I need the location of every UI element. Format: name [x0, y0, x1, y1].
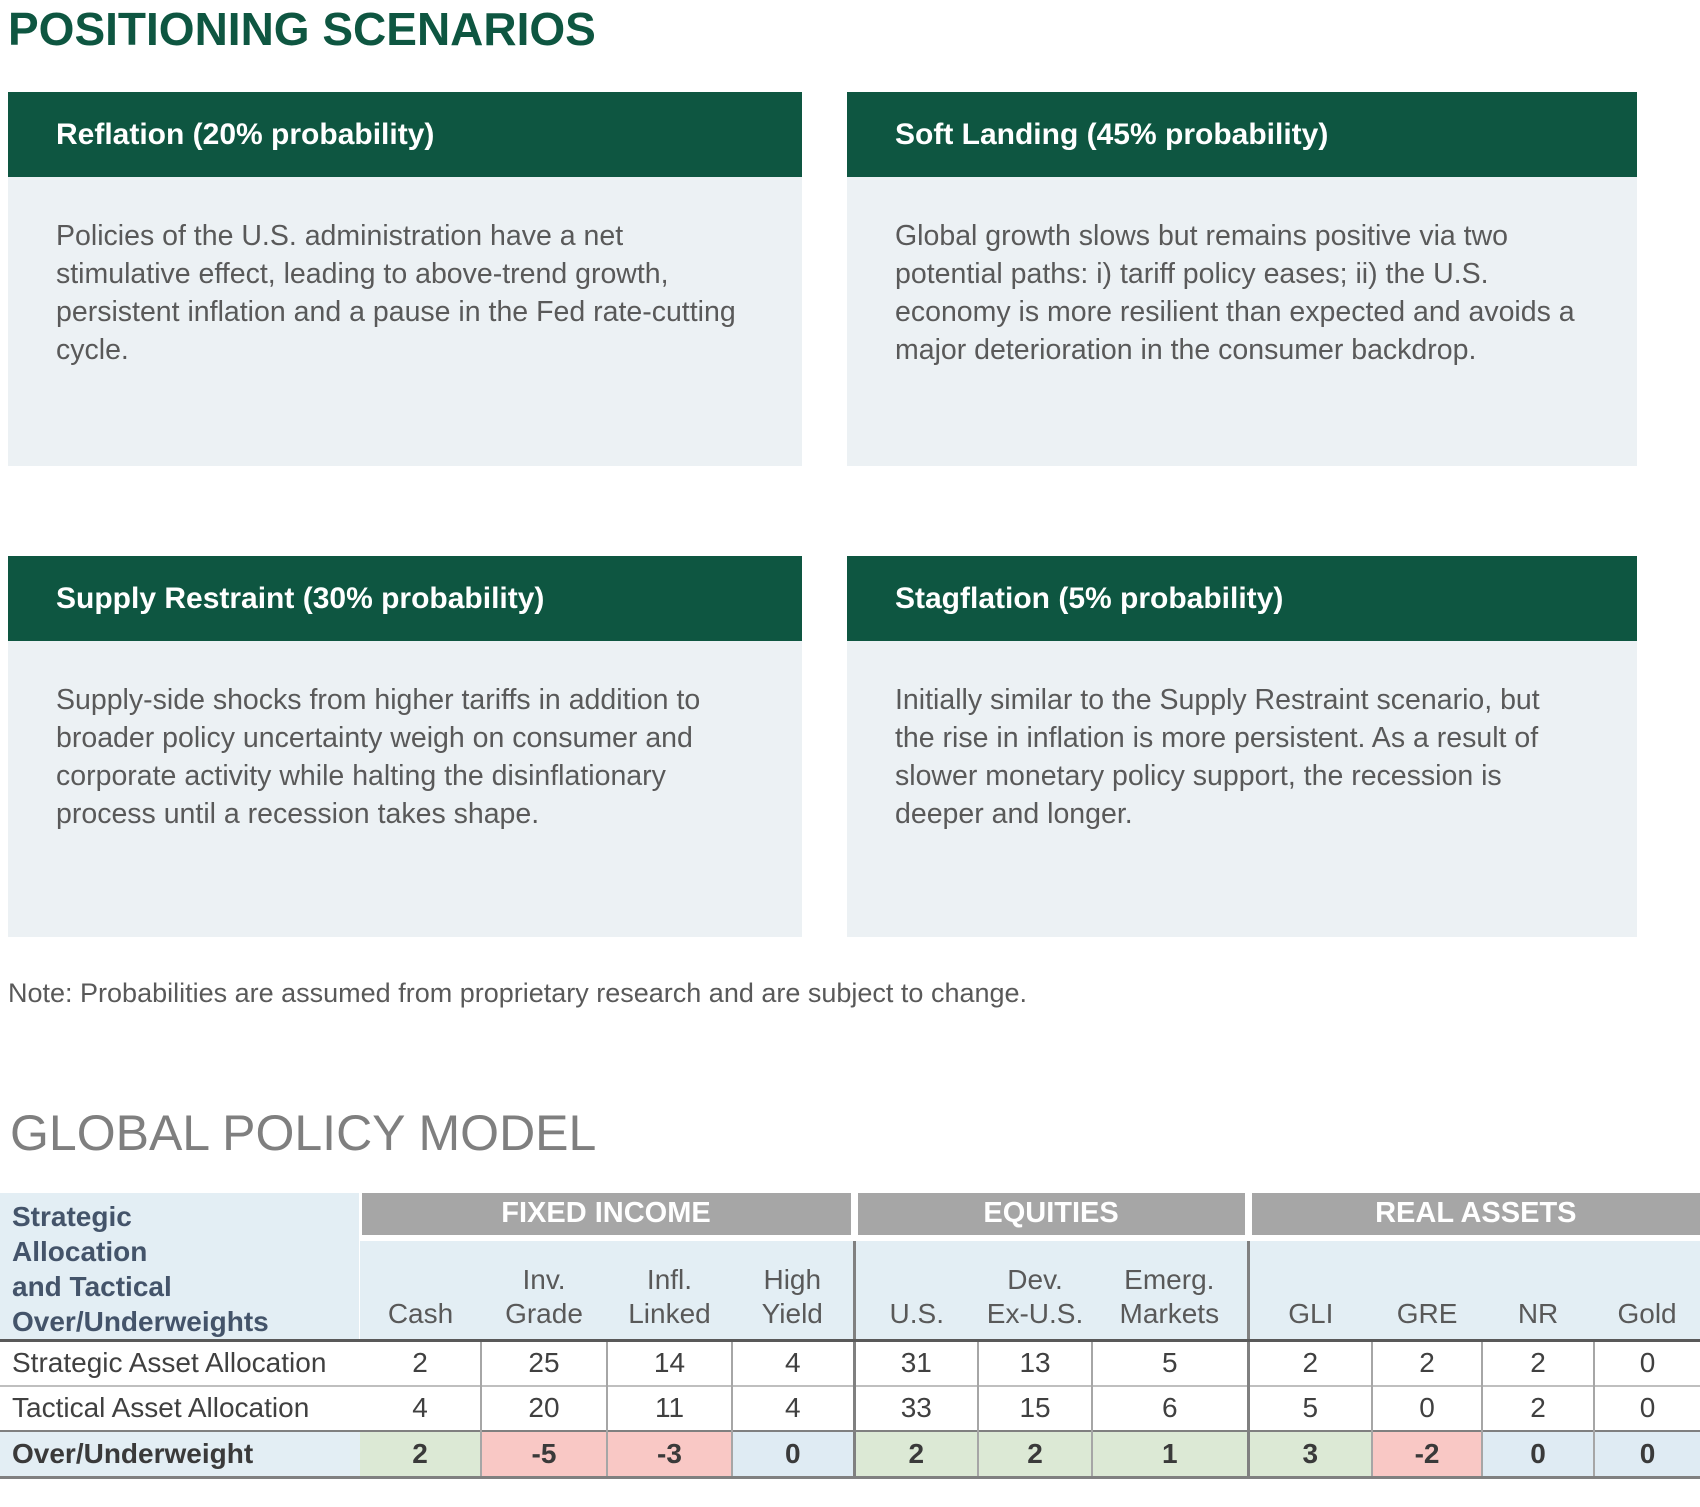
- scenario-card-title: Stagflation (5% probability): [895, 581, 1284, 615]
- value-cell: 4: [732, 1341, 854, 1386]
- column-header-cash: Cash: [360, 1238, 481, 1341]
- row-label: Strategic Asset Allocation: [0, 1341, 360, 1386]
- value-cell: 13: [978, 1341, 1092, 1386]
- scenario-card-body: Global growth slows but remains positive via two potential paths: i) tariff policy eases; ii) the U.S. economy is more resilient than expected and avoids a major deterioration in the consumer backdrop.: [847, 177, 1637, 466]
- column-header-dev-ex-us: Dev. Ex-U.S.: [978, 1238, 1092, 1341]
- overweight-cell: 2: [360, 1431, 481, 1478]
- scenario-card-body: Policies of the U.S. administration have a net stimulative effect, leading to above-trend growth, persistent inflation and a pause in the Fed rate-cutting cycle.: [8, 177, 802, 466]
- value-cell: 2: [1482, 1341, 1594, 1386]
- column-header-gold: Gold: [1594, 1238, 1700, 1341]
- column-header-high-yield: High Yield: [732, 1238, 854, 1341]
- overweight-cell: 2: [978, 1431, 1092, 1478]
- table-row-over-underweight: [0, 1431, 1700, 1478]
- value-cell: 2: [1482, 1386, 1594, 1431]
- scenario-card-body: Initially similar to the Supply Restraint scenario, but the rise in inflation is more persistent. As a result of slower monetary policy support, the recession is deeper and longer.: [847, 641, 1637, 937]
- value-cell: 14: [607, 1341, 732, 1386]
- note-text: Note: Probabilities are assumed from proprietary research and are subject to change.: [8, 978, 1028, 1008]
- scenario-card-soft-landing: [847, 92, 1637, 466]
- value-cell: 25: [481, 1341, 607, 1386]
- column-group-equities: EQUITIES: [854, 1193, 1248, 1238]
- scenario-card-supply-restraint: [8, 556, 802, 937]
- column-header-nr: NR: [1482, 1238, 1594, 1341]
- value-cell: 5: [1248, 1386, 1372, 1431]
- column-header-inv-grade: Inv. Grade: [481, 1238, 607, 1341]
- value-cell: 31: [854, 1341, 978, 1386]
- scenario-card-reflation: [8, 92, 802, 466]
- corner-line: Strategic: [12, 1201, 132, 1232]
- page-title: POSITIONING SCENARIOS: [8, 3, 596, 55]
- value-cell: 6: [1092, 1386, 1248, 1431]
- underweight-cell: -5: [481, 1431, 607, 1478]
- underweight-cell: -2: [1372, 1431, 1482, 1478]
- row-label: Tactical Asset Allocation: [0, 1386, 360, 1431]
- value-cell: 4: [732, 1386, 854, 1431]
- value-cell: 0: [1594, 1341, 1700, 1386]
- column-group-row: [0, 1193, 1700, 1238]
- column-header-emerg-markets: Emerg. Markets: [1092, 1238, 1248, 1341]
- table-row-strategic-allocation: [0, 1341, 1700, 1386]
- column-header-gli: GLI: [1248, 1238, 1372, 1341]
- row-label: Over/Underweight: [0, 1431, 360, 1478]
- overweight-cell: 2: [854, 1431, 978, 1478]
- scenario-card-header: [847, 92, 1637, 177]
- scenario-card-body: Supply-side shocks from higher tariffs in addition to broader policy uncertainty weigh on consumer and corporate activity while halting the disinflationary process until a recession takes shape.: [8, 641, 802, 937]
- value-cell: 0: [1372, 1386, 1482, 1431]
- column-group-fixed-income: FIXED INCOME: [360, 1193, 854, 1238]
- global-policy-model-table: [0, 1193, 1700, 1479]
- value-cell: 11: [607, 1386, 732, 1431]
- corner-line: and Tactical: [12, 1271, 172, 1302]
- section-title-global-policy-model: GLOBAL POLICY MODEL: [10, 1105, 597, 1161]
- overweight-cell: 3: [1248, 1431, 1372, 1478]
- neutral-cell: 0: [1594, 1431, 1700, 1478]
- column-group-real-assets: REAL ASSETS: [1248, 1193, 1700, 1238]
- scenario-card-header: [847, 556, 1637, 641]
- value-cell: 33: [854, 1386, 978, 1431]
- value-cell: 15: [978, 1386, 1092, 1431]
- value-cell: 0: [1594, 1386, 1700, 1431]
- value-cell: 2: [360, 1341, 481, 1386]
- overweight-cell: 1: [1092, 1431, 1248, 1478]
- underweight-cell: -3: [607, 1431, 732, 1478]
- neutral-cell: 0: [1482, 1431, 1594, 1478]
- column-header-gre: GRE: [1372, 1238, 1482, 1341]
- scenario-card-header: [8, 92, 802, 177]
- column-header-infl-linked: Infl. Linked: [607, 1238, 732, 1341]
- scenario-card-header: [8, 556, 802, 641]
- scenario-card-title: Supply Restraint (30% probability): [56, 581, 545, 615]
- scenario-card-title: Soft Landing (45% probability): [895, 117, 1329, 151]
- value-cell: 2: [1248, 1341, 1372, 1386]
- table-row-tactical-allocation: [0, 1386, 1700, 1431]
- value-cell: 20: [481, 1386, 607, 1431]
- corner-line: Allocation: [12, 1236, 148, 1267]
- value-cell: 2: [1372, 1341, 1482, 1386]
- column-header-us: U.S.: [854, 1238, 978, 1341]
- scenario-card-stagflation: [847, 556, 1637, 937]
- table-corner-header: [0, 1193, 360, 1341]
- corner-line: Over/Underweights: [12, 1306, 269, 1337]
- value-cell: 5: [1092, 1341, 1248, 1386]
- value-cell: 4: [360, 1386, 481, 1431]
- scenario-card-title: Reflation (20% probability): [56, 117, 435, 151]
- neutral-cell: 0: [732, 1431, 854, 1478]
